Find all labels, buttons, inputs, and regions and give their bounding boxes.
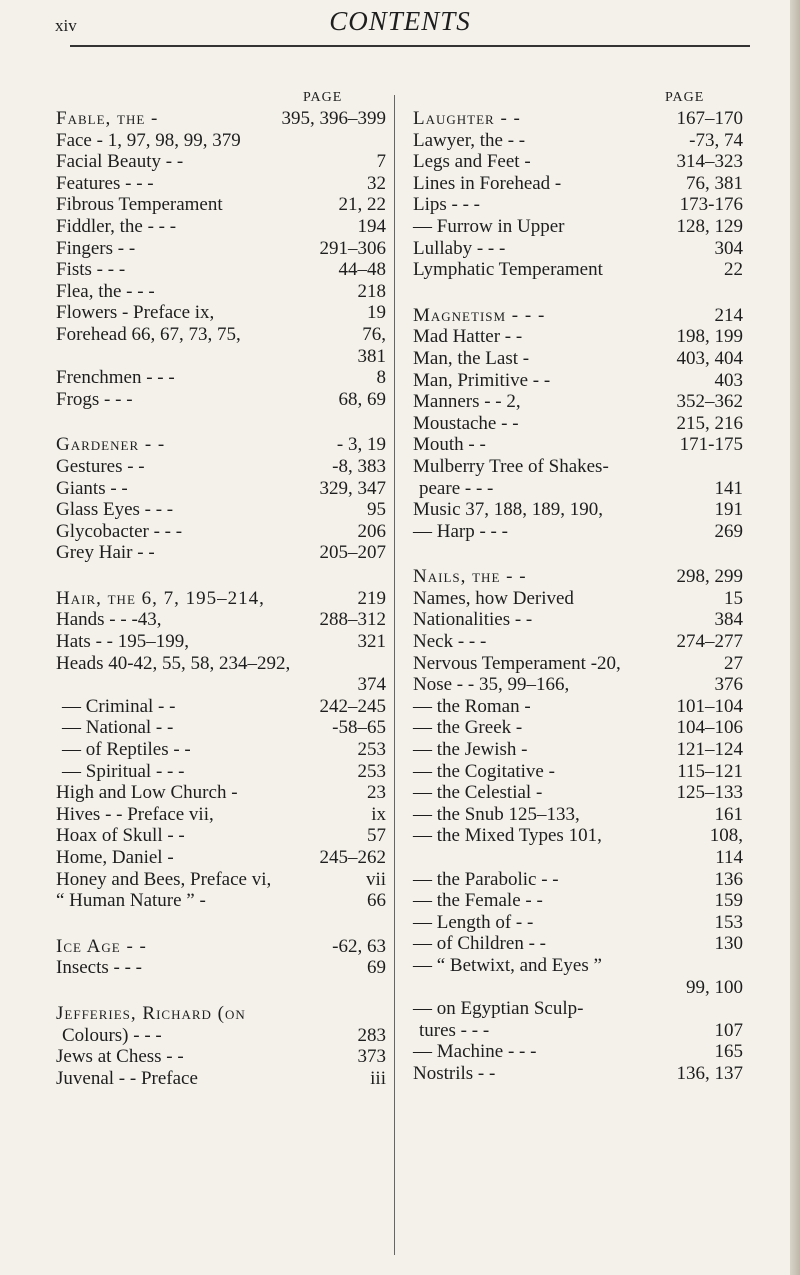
index-term: Colours) - - - — [62, 1024, 162, 1046]
index-pages: 205–207 — [319, 542, 386, 564]
index-entry — [413, 717, 743, 739]
index-pages: 269 — [714, 520, 743, 542]
index-term: Face - 1, 97, 98, 99, 379 — [56, 129, 241, 151]
index-pages: 15 — [724, 587, 743, 609]
index-entry — [56, 151, 386, 173]
index-term: Juvenal - - Preface — [56, 1067, 198, 1089]
index-pages: 136, 137 — [676, 1062, 743, 1084]
index-entry — [413, 631, 743, 653]
index-pages: 288–312 — [319, 609, 386, 631]
index-entry — [413, 825, 743, 847]
index-term: “ Human Nature ” - — [56, 890, 206, 912]
index-term: — the Greek - — [413, 717, 523, 739]
index-term: Forehead 66, 67, 73, 75, — [56, 323, 241, 345]
index-entry — [56, 389, 386, 411]
index-entry — [413, 912, 743, 934]
index-entry — [56, 847, 386, 869]
index-term: tures - - - — [419, 1019, 490, 1041]
index-term: Flowers - Preface ix, — [56, 302, 215, 324]
index-entry — [413, 391, 743, 413]
index-pages: 321 — [357, 631, 386, 653]
index-pages: 218 — [357, 280, 386, 302]
index-pages: 376 — [714, 674, 743, 696]
index-entry — [56, 1003, 386, 1025]
index-pages: 171-175 — [679, 434, 743, 456]
index-entry — [56, 653, 386, 675]
index-term: — on Egyptian Sculp- — [413, 998, 584, 1020]
index-term: Nostrils - - — [413, 1062, 496, 1084]
group-gap — [413, 281, 743, 305]
index-entry — [413, 761, 743, 783]
index-term: Hives - - Preface vii, — [56, 803, 214, 825]
index-term: Fiddler, the - - - — [56, 215, 177, 237]
index-pages: iii — [370, 1067, 386, 1089]
index-term: Grey Hair - - — [56, 542, 155, 564]
index-pages: 245–262 — [319, 847, 386, 868]
index-term: Magnetism - - - — [413, 304, 546, 326]
index-entry — [413, 370, 743, 392]
index-term: Man, Primitive - - — [413, 369, 551, 391]
index-term: Features - - - — [56, 172, 154, 194]
index-entry — [56, 1025, 386, 1047]
index-pages: 159 — [714, 890, 743, 912]
index-term: Mad Hatter - - — [413, 326, 523, 348]
index-term: Man, the Last - — [413, 347, 530, 369]
index-pages: 101–104 — [676, 695, 743, 717]
index-pages: ix — [371, 803, 386, 825]
index-entry — [56, 739, 386, 761]
index-pages: 115–121 — [677, 760, 743, 782]
index-term: Lines in Forehead - — [413, 172, 562, 194]
index-pages: 304 — [714, 237, 743, 259]
index-term: Moustache - - — [413, 412, 519, 434]
index-term: — of Reptiles - - — [62, 739, 191, 761]
index-pages: 121–124 — [676, 739, 743, 761]
header-rule — [70, 45, 750, 47]
index-entry — [56, 130, 386, 152]
index-pages: 298, 299 — [676, 566, 743, 588]
index-entry — [56, 281, 386, 303]
left-index-column — [56, 108, 386, 1089]
index-pages: 219 — [357, 587, 386, 609]
index-entry — [413, 499, 743, 521]
index-entry — [56, 761, 386, 783]
index-pages: 395, 396–399 — [281, 108, 386, 129]
index-term: Jews at Chess - - — [56, 1046, 184, 1068]
index-term: — “ Betwixt, and Eyes ” — [413, 954, 602, 976]
index-pages: 130 — [714, 933, 743, 955]
index-pages: 214 — [714, 304, 743, 326]
index-entry — [56, 478, 386, 500]
index-pages: - 3, 19 — [336, 434, 386, 456]
index-pages: 107 — [714, 1019, 743, 1041]
left-page-label: PAGE — [303, 90, 343, 105]
index-pages: 215, 216 — [676, 412, 743, 434]
index-term: Fists - - - — [56, 259, 126, 281]
index-term: Nose - - 35, 99–166, — [413, 674, 570, 696]
index-term: Frenchmen - - - — [56, 367, 175, 389]
index-pages: 274–277 — [676, 631, 743, 653]
index-pages: 283 — [357, 1024, 386, 1046]
index-term: Nervous Temperament -20, — [413, 652, 621, 674]
index-pages: -8, 383 — [332, 455, 386, 477]
index-term: Gestures - - — [56, 455, 145, 477]
index-entry — [413, 609, 743, 631]
index-entry — [56, 782, 386, 804]
index-pages: 125–133 — [676, 782, 743, 804]
index-term: peare - - - — [419, 477, 494, 499]
index-entry — [413, 1041, 743, 1063]
index-pages: 27 — [724, 652, 743, 674]
index-entry — [413, 326, 743, 348]
index-entry — [413, 955, 743, 977]
index-entry — [413, 933, 743, 955]
index-term: Lawyer, the - - — [413, 129, 526, 151]
page-edge-shadow — [790, 0, 800, 1275]
index-entry — [413, 130, 743, 152]
index-entry — [413, 216, 743, 238]
index-entry — [413, 413, 743, 435]
index-pages: 44–48 — [338, 259, 386, 281]
index-term: Legs and Feet - — [413, 151, 531, 173]
index-pages: 173-176 — [679, 194, 743, 216]
index-entry — [56, 324, 386, 346]
column-divider — [394, 95, 395, 1255]
index-entry — [413, 804, 743, 826]
index-term: — Criminal - - — [62, 695, 176, 717]
index-entry — [56, 1068, 386, 1090]
index-pages: 403 — [714, 369, 743, 391]
index-entry — [413, 456, 743, 478]
index-term: — the Roman - — [413, 695, 531, 717]
index-entry-continuation: 374 — [357, 674, 386, 696]
index-pages: 32 — [367, 172, 386, 194]
index-pages: 76, 381 — [686, 172, 743, 194]
index-entry — [413, 194, 743, 216]
index-pages: 7 — [376, 151, 386, 173]
index-entry — [56, 173, 386, 195]
index-pages: 253 — [357, 739, 386, 761]
index-term: — the Jewish - — [413, 739, 528, 761]
index-pages: 314–323 — [676, 151, 743, 173]
index-entry — [56, 194, 386, 216]
index-term: Hats - - 195–199, — [56, 631, 189, 653]
index-entry — [413, 566, 743, 588]
index-pages: 23 — [367, 782, 386, 804]
index-entry-continuation: 381 — [357, 345, 386, 367]
index-entry — [56, 631, 386, 653]
index-pages: 198, 199 — [676, 326, 743, 348]
index-term: Music 37, 188, 189, 190, — [413, 499, 603, 521]
index-entry — [413, 434, 743, 456]
page-number: xiv — [55, 16, 77, 35]
index-entry — [56, 456, 386, 478]
index-pages: 191 — [714, 499, 743, 521]
index-entry — [56, 216, 386, 238]
index-entry — [56, 717, 386, 739]
index-pages: 104–106 — [676, 717, 743, 739]
index-term: Lips - - - — [413, 194, 481, 216]
index-term: Heads 40-42, 55, 58, 234–292, — [56, 652, 291, 674]
index-term: Glass Eyes - - - — [56, 499, 174, 521]
index-entry — [413, 173, 743, 195]
index-entry — [56, 259, 386, 281]
index-pages: 95 — [367, 499, 386, 521]
index-entry — [56, 434, 386, 456]
index-term: Nails, the - - — [413, 566, 527, 588]
index-pages: 141 — [714, 477, 743, 499]
index-term: Manners - - 2, — [413, 391, 521, 413]
index-pages: 153 — [714, 911, 743, 933]
index-term: Ice Age - - — [56, 935, 147, 957]
index-entry — [413, 348, 743, 370]
index-term: High and Low Church - — [56, 782, 238, 804]
index-term: Gardener - - — [56, 434, 166, 456]
index-entry — [56, 521, 386, 543]
index-pages: 21, 22 — [338, 194, 386, 216]
index-entry — [413, 1063, 743, 1085]
index-term: Fibrous Temperament — [56, 194, 223, 216]
index-entry — [413, 259, 743, 281]
index-entry — [413, 238, 743, 260]
index-term: Insects - - - — [56, 957, 142, 979]
index-entry — [56, 1046, 386, 1068]
index-entry — [413, 782, 743, 804]
index-entry — [413, 521, 743, 543]
index-entry — [56, 609, 386, 631]
index-pages: 22 — [724, 259, 743, 281]
group-gap — [56, 410, 386, 434]
index-pages: 69 — [367, 957, 386, 979]
index-entry — [413, 890, 743, 912]
index-entry — [413, 151, 743, 173]
index-entry-continuation: 99, 100 — [686, 976, 743, 998]
index-term: — Harp - - - — [413, 520, 508, 542]
index-pages: 167–170 — [676, 108, 743, 129]
index-pages: -62, 63 — [332, 935, 386, 957]
index-term: Nationalities - - — [413, 609, 533, 631]
index-term: — National - - — [62, 717, 174, 739]
index-pages: 128, 129 — [676, 215, 743, 237]
group-gap — [413, 542, 743, 566]
index-entry — [413, 869, 743, 891]
index-entry — [413, 1020, 743, 1042]
index-term: Mulberry Tree of Shakes- — [413, 455, 609, 477]
index-entry — [413, 478, 743, 500]
index-pages: 108, — [709, 825, 743, 847]
index-term: Honey and Bees, Preface vi, — [56, 868, 272, 890]
index-pages: 329, 347 — [319, 477, 386, 499]
group-gap — [56, 979, 386, 1003]
index-pages: 352–362 — [676, 391, 743, 413]
index-entry — [56, 588, 386, 610]
right-page-label: PAGE — [665, 90, 705, 105]
index-entry — [56, 302, 386, 324]
page-title: CONTENTS — [329, 6, 471, 36]
index-term: — Spiritual - - - — [62, 760, 185, 782]
index-term: Giants - - — [56, 477, 128, 499]
index-term: Glycobacter - - - — [56, 520, 183, 542]
index-term: Flea, the - - - — [56, 280, 155, 302]
index-term: Hoax of Skull - - — [56, 825, 185, 847]
index-entry — [56, 936, 386, 958]
index-pages: 19 — [367, 302, 386, 324]
index-term: Frogs - - - — [56, 388, 133, 410]
index-entry — [56, 957, 386, 979]
index-entry — [56, 542, 386, 564]
index-term: — the Parabolic - - — [413, 868, 559, 890]
index-term: — Length of - - — [413, 911, 534, 933]
index-term: Lymphatic Temperament — [413, 259, 603, 281]
index-entry — [56, 499, 386, 521]
index-pages: 136 — [714, 868, 743, 890]
index-entry — [413, 696, 743, 718]
index-pages: -58–65 — [332, 717, 386, 739]
index-entry — [413, 674, 743, 696]
index-term: — the Cogitative - — [413, 760, 555, 782]
group-gap — [56, 912, 386, 936]
index-term: Hair, the 6, 7, 195–214, — [56, 587, 265, 609]
index-pages: 165 — [714, 1041, 743, 1063]
index-term: — the Female - - — [413, 890, 543, 912]
index-pages: 68, 69 — [338, 388, 386, 410]
index-entry — [56, 108, 386, 130]
index-term: Hands - - -43, — [56, 609, 162, 631]
index-term: Jefferies, Richard (on — [56, 1002, 246, 1024]
index-entry — [413, 108, 743, 130]
index-term: Names, how Derived — [413, 587, 574, 609]
index-entry — [56, 367, 386, 389]
index-entry — [413, 998, 743, 1020]
index-pages: 66 — [367, 890, 386, 912]
index-term: — Furrow in Upper — [413, 215, 565, 237]
index-pages: 291–306 — [319, 237, 386, 259]
index-term: Fingers - - — [56, 237, 136, 259]
index-entry-continuation: 114 — [715, 847, 743, 868]
index-entry — [413, 588, 743, 610]
index-term: Fable, the - — [56, 108, 159, 129]
index-pages: 206 — [357, 520, 386, 542]
index-term: — of Children - - — [413, 933, 546, 955]
index-entry — [56, 825, 386, 847]
index-term: Home, Daniel - — [56, 847, 174, 868]
index-term: Mouth - - — [413, 434, 486, 456]
index-term: — the Celestial - — [413, 782, 543, 804]
index-pages: 253 — [357, 760, 386, 782]
index-pages: 242–245 — [319, 695, 386, 717]
index-entry — [413, 739, 743, 761]
index-pages: 384 — [714, 609, 743, 631]
index-entry — [56, 869, 386, 891]
index-entry — [413, 653, 743, 675]
index-term: — the Snub 125–133, — [413, 803, 580, 825]
index-pages: vii — [365, 868, 386, 890]
index-term: Laughter - - — [413, 108, 521, 129]
index-term: Neck - - - — [413, 631, 487, 653]
index-term: Facial Beauty - - — [56, 151, 184, 173]
index-pages: -73, 74 — [689, 129, 743, 151]
index-term: — Machine - - - — [413, 1041, 537, 1063]
index-pages: 194 — [357, 215, 386, 237]
index-pages: 76, — [362, 323, 386, 345]
index-entry — [56, 238, 386, 260]
index-entry — [56, 804, 386, 826]
index-term: Lullaby - - - — [413, 237, 506, 259]
group-gap — [56, 564, 386, 588]
index-pages: 8 — [376, 367, 386, 389]
index-entry — [56, 890, 386, 912]
index-pages: 373 — [357, 1046, 386, 1068]
index-pages: 403, 404 — [676, 347, 743, 369]
index-entry — [56, 696, 386, 718]
index-pages: 161 — [714, 803, 743, 825]
right-index-column — [413, 108, 743, 1085]
index-pages: 57 — [367, 825, 386, 847]
index-term: — the Mixed Types 101, — [413, 825, 602, 847]
index-entry — [413, 305, 743, 327]
